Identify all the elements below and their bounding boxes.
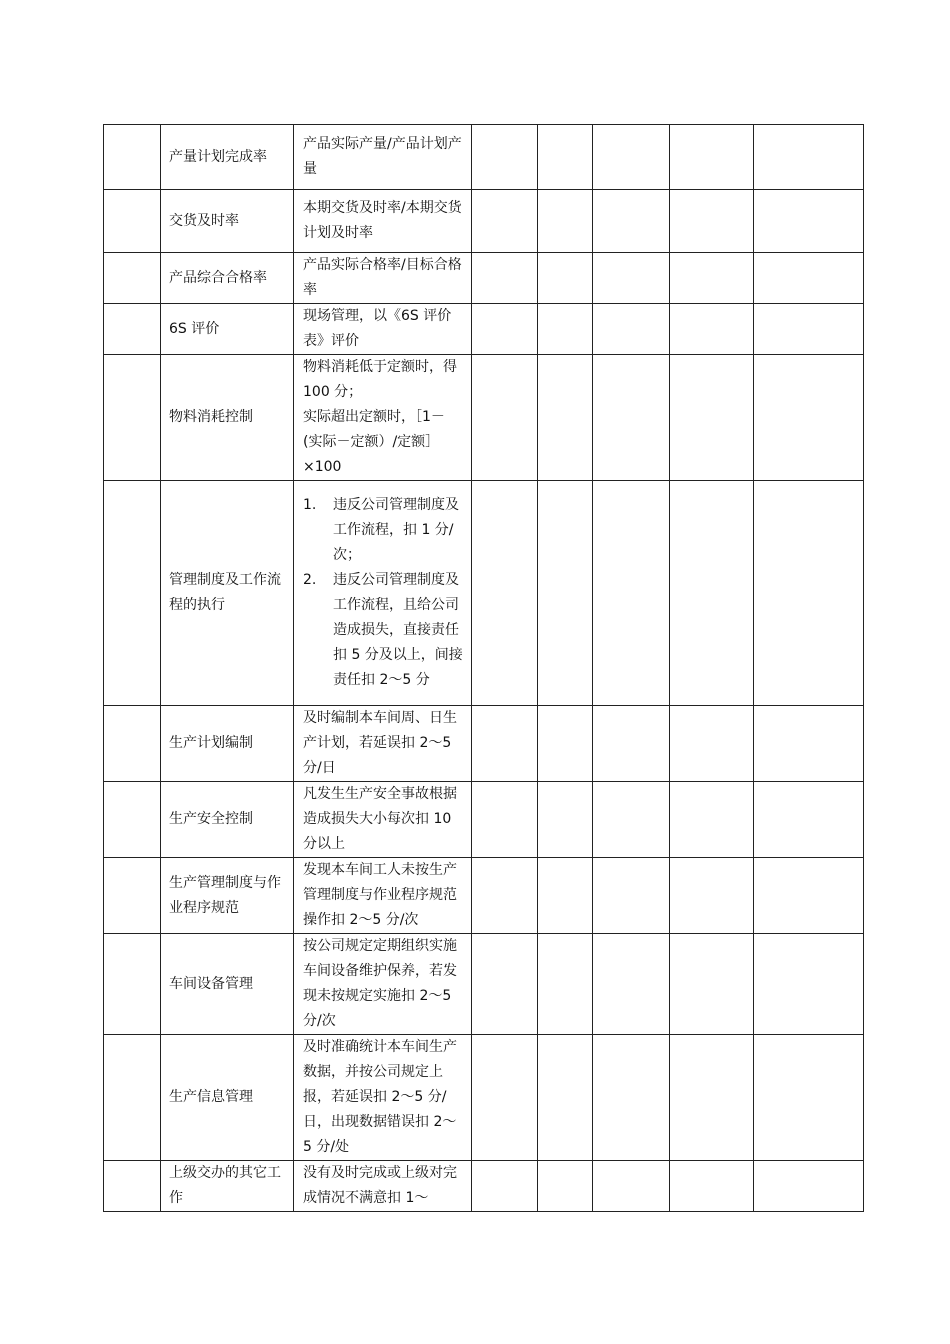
kpi-standard-cell bbox=[294, 125, 472, 190]
empty-cell bbox=[538, 253, 593, 304]
empty-cell bbox=[472, 253, 538, 304]
empty-cell bbox=[670, 1035, 754, 1161]
empty-cell bbox=[104, 706, 161, 782]
empty-cell bbox=[593, 782, 670, 858]
empty-cell bbox=[104, 253, 161, 304]
table-row bbox=[104, 1035, 864, 1161]
table-row bbox=[104, 706, 864, 782]
empty-cell bbox=[593, 934, 670, 1035]
empty-cell bbox=[670, 481, 754, 706]
empty-cell bbox=[104, 304, 161, 355]
kpi-standard-cell bbox=[294, 1035, 472, 1161]
kpi-standard-cell bbox=[294, 858, 472, 934]
empty-cell bbox=[754, 304, 864, 355]
kpi-standard-text: 实际超出定额时，［1－(实际－定额）/定额］×100 bbox=[303, 409, 445, 475]
kpi-standard-text: 本期交货及时率/本期交货计划及时率 bbox=[303, 200, 462, 241]
empty-cell bbox=[593, 1035, 670, 1161]
empty-cell bbox=[104, 190, 161, 253]
empty-cell bbox=[104, 1161, 161, 1212]
kpi-item-name: 产量计划完成率 bbox=[169, 148, 267, 165]
kpi-standard-cell bbox=[294, 706, 472, 782]
kpi-item-name: 上级交办的其它工作 bbox=[169, 1165, 281, 1206]
empty-cell bbox=[754, 125, 864, 190]
list-text: 违反公司管理制度及工作流程，扣 1 分/次； bbox=[333, 497, 459, 563]
table-row bbox=[104, 782, 864, 858]
empty-cell bbox=[593, 1161, 670, 1212]
empty-cell bbox=[670, 253, 754, 304]
kpi-item-name: 管理制度及工作流程的执行 bbox=[169, 572, 281, 613]
kpi-standard-cell bbox=[294, 782, 472, 858]
empty-cell bbox=[472, 190, 538, 253]
empty-cell bbox=[538, 858, 593, 934]
empty-cell bbox=[104, 858, 161, 934]
empty-cell bbox=[670, 190, 754, 253]
empty-cell bbox=[593, 125, 670, 190]
kpi-item-name: 产品综合合格率 bbox=[169, 269, 267, 286]
kpi-standard-list bbox=[303, 493, 463, 693]
table-row bbox=[104, 190, 864, 253]
kpi-item-cell bbox=[161, 304, 294, 355]
kpi-item-name: 6S 评价 bbox=[169, 320, 220, 337]
empty-cell bbox=[670, 1161, 754, 1212]
kpi-standard-cell bbox=[294, 481, 472, 706]
empty-cell bbox=[754, 355, 864, 481]
empty-cell bbox=[754, 706, 864, 782]
kpi-standard-text: 发现本车间工人未按生产管理制度与作业程序规范操作扣 2～5 分/次 bbox=[303, 862, 457, 928]
kpi-standard-text: 物料消耗低于定额时，得 100 分； bbox=[303, 359, 457, 400]
kpi-standard-cell bbox=[294, 355, 472, 481]
list-number: 2. bbox=[303, 572, 317, 588]
kpi-standard-cell bbox=[294, 190, 472, 253]
table-row bbox=[104, 355, 864, 481]
kpi-standard-cell bbox=[294, 253, 472, 304]
kpi-item-cell bbox=[161, 706, 294, 782]
empty-cell bbox=[754, 782, 864, 858]
kpi-item-cell bbox=[161, 858, 294, 934]
empty-cell bbox=[104, 125, 161, 190]
list-item bbox=[303, 493, 463, 568]
kpi-item-cell bbox=[161, 253, 294, 304]
table-row bbox=[104, 125, 864, 190]
empty-cell bbox=[472, 706, 538, 782]
kpi-item-name: 物料消耗控制 bbox=[169, 409, 253, 425]
empty-cell bbox=[754, 934, 864, 1035]
kpi-standard-cell bbox=[294, 934, 472, 1035]
empty-cell bbox=[538, 125, 593, 190]
kpi-standard-cell bbox=[294, 304, 472, 355]
kpi-standard-text: 现场管理，以《6S 评价表》评价 bbox=[303, 308, 452, 349]
kpi-item-cell bbox=[161, 1161, 294, 1212]
kpi-item-name: 生产安全控制 bbox=[169, 811, 253, 827]
empty-cell bbox=[472, 858, 538, 934]
empty-cell bbox=[472, 934, 538, 1035]
empty-cell bbox=[538, 1035, 593, 1161]
empty-cell bbox=[670, 934, 754, 1035]
empty-cell bbox=[670, 782, 754, 858]
kpi-standard-text: 及时准确统计本车间生产数据，并按公司规定上报，若延误扣 2～5 分/日，出现数据错误扣 2～5 分/处 bbox=[303, 1039, 457, 1155]
empty-cell bbox=[104, 934, 161, 1035]
empty-cell bbox=[538, 1161, 593, 1212]
empty-cell bbox=[538, 355, 593, 481]
empty-cell bbox=[472, 782, 538, 858]
kpi-item-cell bbox=[161, 1035, 294, 1161]
table-row bbox=[104, 253, 864, 304]
empty-cell bbox=[670, 706, 754, 782]
empty-cell bbox=[538, 782, 593, 858]
kpi-item-name: 车间设备管理 bbox=[169, 975, 253, 992]
empty-cell bbox=[754, 190, 864, 253]
empty-cell bbox=[104, 782, 161, 858]
empty-cell bbox=[670, 858, 754, 934]
kpi-standard-text: 按公司规定定期组织实施车间设备维护保养，若发现未按规定实施扣 2～5 分/次 bbox=[303, 938, 457, 1029]
kpi-item-name: 交货及时率 bbox=[169, 212, 239, 229]
empty-cell bbox=[593, 481, 670, 706]
kpi-standard-text: 产品实际合格率/目标合格率 bbox=[303, 257, 462, 298]
empty-cell bbox=[472, 355, 538, 481]
empty-cell bbox=[754, 1161, 864, 1212]
kpi-item-cell bbox=[161, 355, 294, 481]
empty-cell bbox=[538, 304, 593, 355]
empty-cell bbox=[754, 858, 864, 934]
kpi-item-name: 生产信息管理 bbox=[169, 1089, 253, 1105]
empty-cell bbox=[754, 481, 864, 706]
empty-cell bbox=[754, 1035, 864, 1161]
kpi-item-cell bbox=[161, 934, 294, 1035]
kpi-item-name: 生产计划编制 bbox=[169, 735, 253, 751]
table-row bbox=[104, 481, 864, 706]
empty-cell bbox=[670, 125, 754, 190]
table-row bbox=[104, 934, 864, 1035]
empty-cell bbox=[593, 253, 670, 304]
kpi-standard-text: 凡发生生产安全事故根据造成损失大小每次扣 10 分以上 bbox=[303, 786, 457, 852]
kpi-standard-text: 没有及时完成或上级对完成情况不满意扣 1～ bbox=[303, 1165, 457, 1206]
kpi-item-cell bbox=[161, 481, 294, 706]
kpi-item-name: 生产管理制度与作业程序规范 bbox=[169, 874, 281, 916]
list-number: 1. bbox=[303, 497, 317, 513]
empty-cell bbox=[472, 1035, 538, 1161]
table-row bbox=[104, 1161, 864, 1212]
empty-cell bbox=[104, 355, 161, 481]
list-item bbox=[303, 568, 463, 693]
empty-cell bbox=[593, 190, 670, 253]
empty-cell bbox=[593, 355, 670, 481]
empty-cell bbox=[538, 481, 593, 706]
empty-cell bbox=[104, 481, 161, 706]
list-text: 违反公司管理制度及工作流程，且给公司造成损失，直接责任扣 5 分及以上，间接责任扣 2～5 分 bbox=[333, 572, 463, 688]
table-row bbox=[104, 858, 864, 934]
empty-cell bbox=[754, 253, 864, 304]
empty-cell bbox=[670, 304, 754, 355]
empty-cell bbox=[538, 706, 593, 782]
kpi-table bbox=[103, 124, 864, 1212]
kpi-item-cell bbox=[161, 190, 294, 253]
empty-cell bbox=[538, 190, 593, 253]
empty-cell bbox=[593, 706, 670, 782]
table-row bbox=[104, 304, 864, 355]
empty-cell bbox=[593, 304, 670, 355]
kpi-item-cell bbox=[161, 125, 294, 190]
empty-cell bbox=[593, 858, 670, 934]
empty-cell bbox=[538, 934, 593, 1035]
kpi-standard-text: 及时编制本车间周、日生产计划，若延误扣 2～5 分/日 bbox=[303, 710, 457, 776]
empty-cell bbox=[472, 1161, 538, 1212]
empty-cell bbox=[670, 355, 754, 481]
empty-cell bbox=[472, 304, 538, 355]
kpi-standard-text: 产品实际产量/产品计划产量 bbox=[303, 136, 462, 177]
kpi-standard-cell bbox=[294, 1161, 472, 1212]
empty-cell bbox=[104, 1035, 161, 1161]
kpi-item-cell bbox=[161, 782, 294, 858]
empty-cell bbox=[472, 481, 538, 706]
empty-cell bbox=[472, 125, 538, 190]
